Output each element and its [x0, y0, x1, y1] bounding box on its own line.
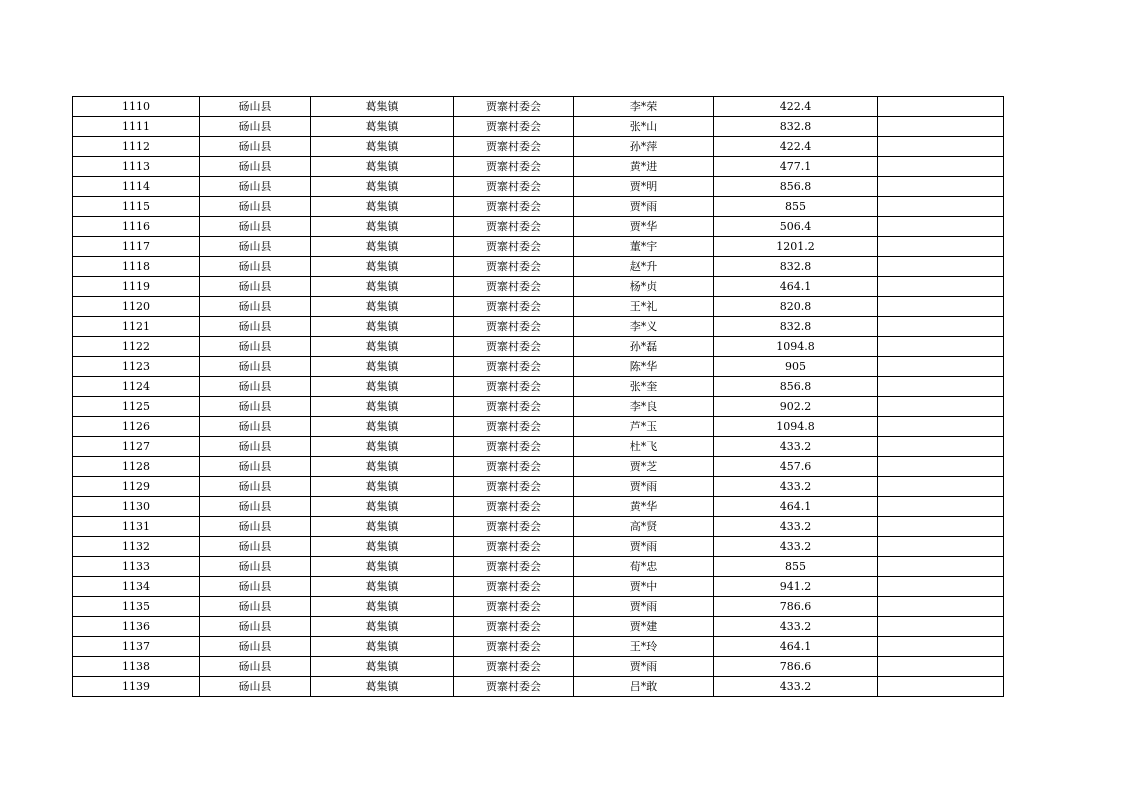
town-cell: 葛集镇: [311, 397, 454, 417]
remarks-cell: [878, 617, 1004, 637]
town-cell: 葛集镇: [311, 377, 454, 397]
person-name-cell: 贾*明: [574, 177, 714, 197]
person-name-cell: 董*宇: [574, 237, 714, 257]
remarks-cell: [878, 117, 1004, 137]
amount-cell: 1201.2: [714, 237, 878, 257]
remarks-cell: [878, 637, 1004, 657]
person-name-cell: 孙*磊: [574, 337, 714, 357]
table-row: [73, 517, 1004, 537]
row-number-cell: 1112: [73, 137, 200, 157]
remarks-cell: [878, 477, 1004, 497]
county-cell: 砀山县: [200, 237, 311, 257]
village-committee-cell: 贾寨村委会: [454, 617, 574, 637]
amount-cell: 422.4: [714, 97, 878, 117]
person-name-cell: 吕*敢: [574, 677, 714, 697]
county-cell: 砀山县: [200, 297, 311, 317]
county-cell: 砀山县: [200, 577, 311, 597]
amount-cell: 464.1: [714, 277, 878, 297]
amount-cell: 855: [714, 197, 878, 217]
amount-cell: 464.1: [714, 637, 878, 657]
amount-cell: 905: [714, 357, 878, 377]
person-name-cell: 芦*玉: [574, 417, 714, 437]
village-committee-cell: 贾寨村委会: [454, 257, 574, 277]
village-committee-cell: 贾寨村委会: [454, 377, 574, 397]
village-committee-cell: 贾寨村委会: [454, 237, 574, 257]
village-committee-cell: 贾寨村委会: [454, 417, 574, 437]
amount-cell: 832.8: [714, 117, 878, 137]
town-cell: 葛集镇: [311, 317, 454, 337]
village-committee-cell: 贾寨村委会: [454, 517, 574, 537]
row-number-cell: 1110: [73, 97, 200, 117]
remarks-cell: [878, 417, 1004, 437]
town-cell: 葛集镇: [311, 97, 454, 117]
table-row: [73, 577, 1004, 597]
village-committee-cell: 贾寨村委会: [454, 97, 574, 117]
row-number-cell: 1129: [73, 477, 200, 497]
village-committee-cell: 贾寨村委会: [454, 457, 574, 477]
table-row: [73, 377, 1004, 397]
table-row: [73, 537, 1004, 557]
table-row: [73, 257, 1004, 277]
county-cell: 砀山县: [200, 437, 311, 457]
town-cell: 葛集镇: [311, 217, 454, 237]
person-name-cell: 黄*进: [574, 157, 714, 177]
row-number-cell: 1122: [73, 337, 200, 357]
amount-cell: 832.8: [714, 257, 878, 277]
village-committee-cell: 贾寨村委会: [454, 217, 574, 237]
person-name-cell: 杨*贞: [574, 277, 714, 297]
person-name-cell: 贾*雨: [574, 197, 714, 217]
person-name-cell: 杜*飞: [574, 437, 714, 457]
town-cell: 葛集镇: [311, 277, 454, 297]
county-cell: 砀山县: [200, 277, 311, 297]
table-row: [73, 597, 1004, 617]
table-row: [73, 157, 1004, 177]
table-row: [73, 277, 1004, 297]
remarks-cell: [878, 657, 1004, 677]
table-body: [73, 97, 1004, 697]
town-cell: 葛集镇: [311, 637, 454, 657]
remarks-cell: [878, 217, 1004, 237]
county-cell: 砀山县: [200, 197, 311, 217]
amount-cell: 941.2: [714, 577, 878, 597]
row-number-cell: 1138: [73, 657, 200, 677]
county-cell: 砀山县: [200, 117, 311, 137]
amount-cell: 433.2: [714, 537, 878, 557]
person-name-cell: 贾*华: [574, 217, 714, 237]
amount-cell: 786.6: [714, 597, 878, 617]
town-cell: 葛集镇: [311, 357, 454, 377]
person-name-cell: 贾*建: [574, 617, 714, 637]
row-number-cell: 1114: [73, 177, 200, 197]
person-name-cell: 贾*中: [574, 577, 714, 597]
remarks-cell: [878, 397, 1004, 417]
row-number-cell: 1132: [73, 537, 200, 557]
town-cell: 葛集镇: [311, 617, 454, 637]
town-cell: 葛集镇: [311, 657, 454, 677]
person-name-cell: 贾*芝: [574, 457, 714, 477]
village-committee-cell: 贾寨村委会: [454, 477, 574, 497]
remarks-cell: [878, 317, 1004, 337]
village-committee-cell: 贾寨村委会: [454, 437, 574, 457]
data-table: [72, 96, 1004, 697]
table-row: [73, 677, 1004, 697]
county-cell: 砀山县: [200, 457, 311, 477]
row-number-cell: 1117: [73, 237, 200, 257]
table-row: [73, 97, 1004, 117]
row-number-cell: 1135: [73, 597, 200, 617]
person-name-cell: 贾*雨: [574, 537, 714, 557]
person-name-cell: 李*义: [574, 317, 714, 337]
village-committee-cell: 贾寨村委会: [454, 297, 574, 317]
table-row: [73, 297, 1004, 317]
remarks-cell: [878, 457, 1004, 477]
person-name-cell: 贾*雨: [574, 597, 714, 617]
table-row: [73, 437, 1004, 457]
county-cell: 砀山县: [200, 337, 311, 357]
row-number-cell: 1139: [73, 677, 200, 697]
town-cell: 葛集镇: [311, 177, 454, 197]
person-name-cell: 高*贤: [574, 517, 714, 537]
person-name-cell: 孙*萍: [574, 137, 714, 157]
county-cell: 砀山县: [200, 557, 311, 577]
county-cell: 砀山县: [200, 157, 311, 177]
person-name-cell: 贾*雨: [574, 657, 714, 677]
row-number-cell: 1136: [73, 617, 200, 637]
amount-cell: 457.6: [714, 457, 878, 477]
amount-cell: 477.1: [714, 157, 878, 177]
town-cell: 葛集镇: [311, 117, 454, 137]
town-cell: 葛集镇: [311, 537, 454, 557]
county-cell: 砀山县: [200, 597, 311, 617]
remarks-cell: [878, 577, 1004, 597]
town-cell: 葛集镇: [311, 497, 454, 517]
village-committee-cell: 贾寨村委会: [454, 657, 574, 677]
person-name-cell: 陈*华: [574, 357, 714, 377]
county-cell: 砀山县: [200, 617, 311, 637]
remarks-cell: [878, 177, 1004, 197]
county-cell: 砀山县: [200, 637, 311, 657]
village-committee-cell: 贾寨村委会: [454, 177, 574, 197]
amount-cell: 433.2: [714, 617, 878, 637]
town-cell: 葛集镇: [311, 137, 454, 157]
row-number-cell: 1134: [73, 577, 200, 597]
town-cell: 葛集镇: [311, 477, 454, 497]
county-cell: 砀山县: [200, 97, 311, 117]
county-cell: 砀山县: [200, 397, 311, 417]
town-cell: 葛集镇: [311, 557, 454, 577]
county-cell: 砀山县: [200, 177, 311, 197]
remarks-cell: [878, 237, 1004, 257]
town-cell: 葛集镇: [311, 417, 454, 437]
remarks-cell: [878, 557, 1004, 577]
remarks-cell: [878, 97, 1004, 117]
amount-cell: 433.2: [714, 477, 878, 497]
table-row: [73, 457, 1004, 477]
amount-cell: 433.2: [714, 517, 878, 537]
remarks-cell: [878, 517, 1004, 537]
table-row: [73, 197, 1004, 217]
remarks-cell: [878, 157, 1004, 177]
row-number-cell: 1115: [73, 197, 200, 217]
row-number-cell: 1137: [73, 637, 200, 657]
person-name-cell: 张*山: [574, 117, 714, 137]
village-committee-cell: 贾寨村委会: [454, 197, 574, 217]
village-committee-cell: 贾寨村委会: [454, 677, 574, 697]
table-row: [73, 337, 1004, 357]
table-row: [73, 317, 1004, 337]
town-cell: 葛集镇: [311, 197, 454, 217]
remarks-cell: [878, 337, 1004, 357]
village-committee-cell: 贾寨村委会: [454, 577, 574, 597]
village-committee-cell: 贾寨村委会: [454, 157, 574, 177]
town-cell: 葛集镇: [311, 297, 454, 317]
row-number-cell: 1119: [73, 277, 200, 297]
amount-cell: 422.4: [714, 137, 878, 157]
table-row: [73, 397, 1004, 417]
remarks-cell: [878, 377, 1004, 397]
county-cell: 砀山县: [200, 417, 311, 437]
town-cell: 葛集镇: [311, 157, 454, 177]
amount-cell: 464.1: [714, 497, 878, 517]
person-name-cell: 李*荣: [574, 97, 714, 117]
amount-cell: 1094.8: [714, 417, 878, 437]
remarks-cell: [878, 277, 1004, 297]
town-cell: 葛集镇: [311, 597, 454, 617]
amount-cell: 902.2: [714, 397, 878, 417]
row-number-cell: 1111: [73, 117, 200, 137]
village-committee-cell: 贾寨村委会: [454, 557, 574, 577]
amount-cell: 786.6: [714, 657, 878, 677]
county-cell: 砀山县: [200, 377, 311, 397]
table-row: [73, 417, 1004, 437]
county-cell: 砀山县: [200, 517, 311, 537]
town-cell: 葛集镇: [311, 237, 454, 257]
row-number-cell: 1127: [73, 437, 200, 457]
person-name-cell: 黄*华: [574, 497, 714, 517]
village-committee-cell: 贾寨村委会: [454, 537, 574, 557]
village-committee-cell: 贾寨村委会: [454, 637, 574, 657]
person-name-cell: 李*良: [574, 397, 714, 417]
county-cell: 砀山县: [200, 217, 311, 237]
amount-cell: 855: [714, 557, 878, 577]
county-cell: 砀山县: [200, 537, 311, 557]
amount-cell: 820.8: [714, 297, 878, 317]
table-row: [73, 137, 1004, 157]
row-number-cell: 1116: [73, 217, 200, 237]
remarks-cell: [878, 257, 1004, 277]
village-committee-cell: 贾寨村委会: [454, 397, 574, 417]
remarks-cell: [878, 297, 1004, 317]
person-name-cell: 赵*升: [574, 257, 714, 277]
row-number-cell: 1131: [73, 517, 200, 537]
amount-cell: 856.8: [714, 377, 878, 397]
row-number-cell: 1121: [73, 317, 200, 337]
town-cell: 葛集镇: [311, 257, 454, 277]
remarks-cell: [878, 497, 1004, 517]
person-name-cell: 贾*雨: [574, 477, 714, 497]
remarks-cell: [878, 137, 1004, 157]
remarks-cell: [878, 597, 1004, 617]
row-number-cell: 1124: [73, 377, 200, 397]
county-cell: 砀山县: [200, 257, 311, 277]
table-row: [73, 557, 1004, 577]
row-number-cell: 1128: [73, 457, 200, 477]
county-cell: 砀山县: [200, 657, 311, 677]
town-cell: 葛集镇: [311, 457, 454, 477]
row-number-cell: 1118: [73, 257, 200, 277]
table-row: [73, 617, 1004, 637]
row-number-cell: 1123: [73, 357, 200, 377]
town-cell: 葛集镇: [311, 577, 454, 597]
amount-cell: 433.2: [714, 677, 878, 697]
table-row: [73, 497, 1004, 517]
row-number-cell: 1133: [73, 557, 200, 577]
person-name-cell: 王*玲: [574, 637, 714, 657]
amount-cell: 433.2: [714, 437, 878, 457]
county-cell: 砀山县: [200, 317, 311, 337]
remarks-cell: [878, 437, 1004, 457]
town-cell: 葛集镇: [311, 337, 454, 357]
remarks-cell: [878, 537, 1004, 557]
town-cell: 葛集镇: [311, 517, 454, 537]
village-committee-cell: 贾寨村委会: [454, 497, 574, 517]
person-name-cell: 王*礼: [574, 297, 714, 317]
person-name-cell: 荀*忠: [574, 557, 714, 577]
village-committee-cell: 贾寨村委会: [454, 597, 574, 617]
table-row: [73, 237, 1004, 257]
amount-cell: 832.8: [714, 317, 878, 337]
table-row: [73, 637, 1004, 657]
amount-cell: 856.8: [714, 177, 878, 197]
row-number-cell: 1120: [73, 297, 200, 317]
remarks-cell: [878, 677, 1004, 697]
row-number-cell: 1130: [73, 497, 200, 517]
table-row: [73, 657, 1004, 677]
county-cell: 砀山县: [200, 477, 311, 497]
row-number-cell: 1126: [73, 417, 200, 437]
remarks-cell: [878, 197, 1004, 217]
table-row: [73, 477, 1004, 497]
person-name-cell: 张*奎: [574, 377, 714, 397]
table-row: [73, 177, 1004, 197]
county-cell: 砀山县: [200, 497, 311, 517]
table-row: [73, 217, 1004, 237]
village-committee-cell: 贾寨村委会: [454, 137, 574, 157]
village-committee-cell: 贾寨村委会: [454, 277, 574, 297]
county-cell: 砀山县: [200, 137, 311, 157]
village-committee-cell: 贾寨村委会: [454, 317, 574, 337]
town-cell: 葛集镇: [311, 677, 454, 697]
row-number-cell: 1125: [73, 397, 200, 417]
table-row: [73, 117, 1004, 137]
amount-cell: 1094.8: [714, 337, 878, 357]
village-committee-cell: 贾寨村委会: [454, 337, 574, 357]
table-row: [73, 357, 1004, 377]
row-number-cell: 1113: [73, 157, 200, 177]
county-cell: 砀山县: [200, 357, 311, 377]
town-cell: 葛集镇: [311, 437, 454, 457]
remarks-cell: [878, 357, 1004, 377]
county-cell: 砀山县: [200, 677, 311, 697]
village-committee-cell: 贾寨村委会: [454, 117, 574, 137]
village-committee-cell: 贾寨村委会: [454, 357, 574, 377]
amount-cell: 506.4: [714, 217, 878, 237]
